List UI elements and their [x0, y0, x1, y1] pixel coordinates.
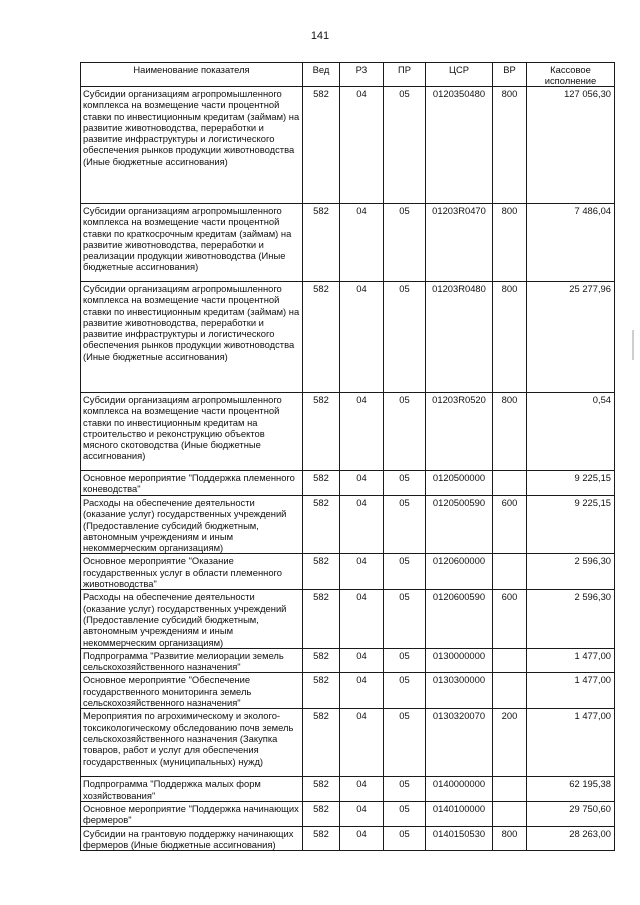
- row-amount: 2 596,30: [527, 590, 615, 648]
- table-row: [81, 554, 615, 590]
- row-vr: 200: [493, 709, 527, 777]
- header-csr: ЦСР: [426, 63, 493, 87]
- row-name: Субсидии организациям агропромышленного комплекса на возмещение части процентной ставки по инвестиционным кредитам (займам) на развитие животноводства, переработки и развитие инфраструктуры и логистического обеспечения рынков продукции животноводства (Иные бюджетные ассигнования): [81, 87, 303, 204]
- row-pr: 05: [384, 801, 426, 826]
- row-ved: 582: [303, 204, 340, 282]
- row-rz: 04: [340, 709, 384, 777]
- row-name: Основное мероприятие "Поддержка начинающих фермеров": [81, 801, 303, 826]
- row-csr: 0130300000: [426, 673, 493, 709]
- row-name: Расходы на обеспечение деятельности (оказание услуг) государственных учреждений (Предоставление субсидий бюджетным, автономным учреждениям и иным некоммерческим организациям): [81, 496, 303, 554]
- scan-margin-mark: [632, 330, 634, 360]
- table-row: [81, 648, 615, 673]
- page-number: 141: [310, 30, 330, 42]
- row-name: Субсидии организациям агропромышленного комплекса на возмещение части процентной ставки по краткосрочным кредитам (займам) на развитие животноводства, переработки и реализации продукции животноводства (Иные бюджетные ассигнования): [81, 204, 303, 282]
- row-rz: 04: [340, 496, 384, 554]
- row-rz: 04: [340, 393, 384, 471]
- row-ved: 582: [303, 393, 340, 471]
- table-row: [81, 590, 615, 648]
- table-row: [81, 673, 615, 709]
- row-amount: 7 486,04: [527, 204, 615, 282]
- row-amount: 0,54: [527, 393, 615, 471]
- row-pr: 05: [384, 777, 426, 802]
- row-pr: 05: [384, 393, 426, 471]
- row-ved: 582: [303, 673, 340, 709]
- table-row: [81, 709, 615, 777]
- header-amount: Кассовое исполнение: [527, 63, 615, 87]
- row-rz: 04: [340, 826, 384, 851]
- row-vr: [493, 471, 527, 496]
- table-body: [81, 87, 615, 851]
- table-row: [81, 471, 615, 496]
- row-vr: [493, 801, 527, 826]
- row-name: Основное мероприятие "Обеспечение государственного мониторинга земель сельскохозяйственного назначения": [81, 673, 303, 709]
- row-ved: 582: [303, 826, 340, 851]
- row-csr: 0130000000: [426, 648, 493, 673]
- table-header-row: [81, 63, 615, 87]
- row-pr: 05: [384, 709, 426, 777]
- row-name: Подпрограмма "Развитие мелиорации земель сельскохозяйственного назначения": [81, 648, 303, 673]
- row-csr: 0140000000: [426, 777, 493, 802]
- row-ved: 582: [303, 590, 340, 648]
- header-rz: РЗ: [340, 63, 384, 87]
- table-row: [81, 282, 615, 393]
- row-name: Субсидии на грантовую поддержку начинающих фермеров (Иные бюджетные ассигнования): [81, 826, 303, 851]
- row-amount: 9 225,15: [527, 496, 615, 554]
- row-ved: 582: [303, 282, 340, 393]
- row-rz: 04: [340, 648, 384, 673]
- header-vr: ВР: [493, 63, 527, 87]
- row-amount: 62 195,38: [527, 777, 615, 802]
- row-amount: 29 750,60: [527, 801, 615, 826]
- row-amount: 1 477,00: [527, 648, 615, 673]
- row-rz: 04: [340, 87, 384, 204]
- row-rz: 04: [340, 673, 384, 709]
- row-csr: 01203R0520: [426, 393, 493, 471]
- row-name: Основное мероприятие "Поддержка племенного коневодства": [81, 471, 303, 496]
- row-name: Подпрограмма "Поддержка малых форм хозяйствования": [81, 777, 303, 802]
- row-pr: 05: [384, 826, 426, 851]
- table-row: [81, 87, 615, 204]
- row-vr: 800: [493, 204, 527, 282]
- row-amount: 25 277,96: [527, 282, 615, 393]
- row-csr: 01203R0480: [426, 282, 493, 393]
- row-rz: 04: [340, 554, 384, 590]
- row-ved: 582: [303, 777, 340, 802]
- row-pr: 05: [384, 673, 426, 709]
- row-pr: 05: [384, 554, 426, 590]
- row-vr: 600: [493, 496, 527, 554]
- budget-table: [80, 62, 615, 851]
- row-csr: 0140150530: [426, 826, 493, 851]
- table-row: [81, 204, 615, 282]
- row-csr: 01203R0470: [426, 204, 493, 282]
- table-row: [81, 777, 615, 802]
- row-ved: 582: [303, 801, 340, 826]
- row-name: Расходы на обеспечение деятельности (оказание услуг) государственных учреждений (Предоставление субсидий бюджетным, автономным учреждениям и иным некоммерческим организациям): [81, 590, 303, 648]
- row-amount: 127 056,30: [527, 87, 615, 204]
- row-vr: 800: [493, 393, 527, 471]
- row-amount: 1 477,00: [527, 673, 615, 709]
- row-vr: 600: [493, 590, 527, 648]
- table-row: [81, 801, 615, 826]
- row-ved: 582: [303, 709, 340, 777]
- row-amount: 1 477,00: [527, 709, 615, 777]
- table-row: [81, 393, 615, 471]
- row-pr: 05: [384, 282, 426, 393]
- header-pr: ПР: [384, 63, 426, 87]
- row-amount: 28 263,00: [527, 826, 615, 851]
- table-row: [81, 496, 615, 554]
- row-ved: 582: [303, 87, 340, 204]
- row-ved: 582: [303, 496, 340, 554]
- row-rz: 04: [340, 282, 384, 393]
- row-vr: [493, 777, 527, 802]
- header-ved: Вед: [303, 63, 340, 87]
- row-vr: [493, 673, 527, 709]
- row-csr: 0140100000: [426, 801, 493, 826]
- row-rz: 04: [340, 204, 384, 282]
- row-vr: 800: [493, 282, 527, 393]
- row-vr: [493, 554, 527, 590]
- row-rz: 04: [340, 801, 384, 826]
- row-rz: 04: [340, 777, 384, 802]
- row-name: Основное мероприятие "Оказание государственных услуг в области племенного животноводства": [81, 554, 303, 590]
- row-ved: 582: [303, 554, 340, 590]
- row-pr: 05: [384, 590, 426, 648]
- row-rz: 04: [340, 471, 384, 496]
- row-vr: 800: [493, 826, 527, 851]
- row-vr: 800: [493, 87, 527, 204]
- row-name: Субсидии организациям агропромышленного комплекса на возмещение части процентной ставки по инвестиционным кредитам (займам) на развитие животноводства, переработки и развитие инфраструктуры и логистического обеспечения рынков продукции животноводства (Иные бюджетные ассигнования): [81, 282, 303, 393]
- row-csr: 0120500000: [426, 471, 493, 496]
- row-vr: [493, 648, 527, 673]
- table-row: [81, 826, 615, 851]
- row-rz: 04: [340, 590, 384, 648]
- row-csr: 0120350480: [426, 87, 493, 204]
- row-pr: 05: [384, 648, 426, 673]
- row-csr: 0120600590: [426, 590, 493, 648]
- row-pr: 05: [384, 496, 426, 554]
- header-name: Наименование показателя: [81, 63, 303, 87]
- row-name: Субсидии организациям агропромышленного комплекса на возмещение части процентной ставки по инвестиционным кредитам на строительство и реконструкцию объектов мясного скотоводства (Иные бюджетные ассигнования): [81, 393, 303, 471]
- row-amount: 2 596,30: [527, 554, 615, 590]
- row-name: Мероприятия по агрохимическому и эколого-токсикологическому обследованию почв земель сельскохозяйственного назначения (Закупка товаров, работ и услуг для обеспечения государственных (муниципальных) нужд): [81, 709, 303, 777]
- row-ved: 582: [303, 471, 340, 496]
- row-pr: 05: [384, 87, 426, 204]
- row-csr: 0120600000: [426, 554, 493, 590]
- row-pr: 05: [384, 471, 426, 496]
- row-pr: 05: [384, 204, 426, 282]
- row-csr: 0130320070: [426, 709, 493, 777]
- row-csr: 0120500590: [426, 496, 493, 554]
- row-ved: 582: [303, 648, 340, 673]
- row-amount: 9 225,15: [527, 471, 615, 496]
